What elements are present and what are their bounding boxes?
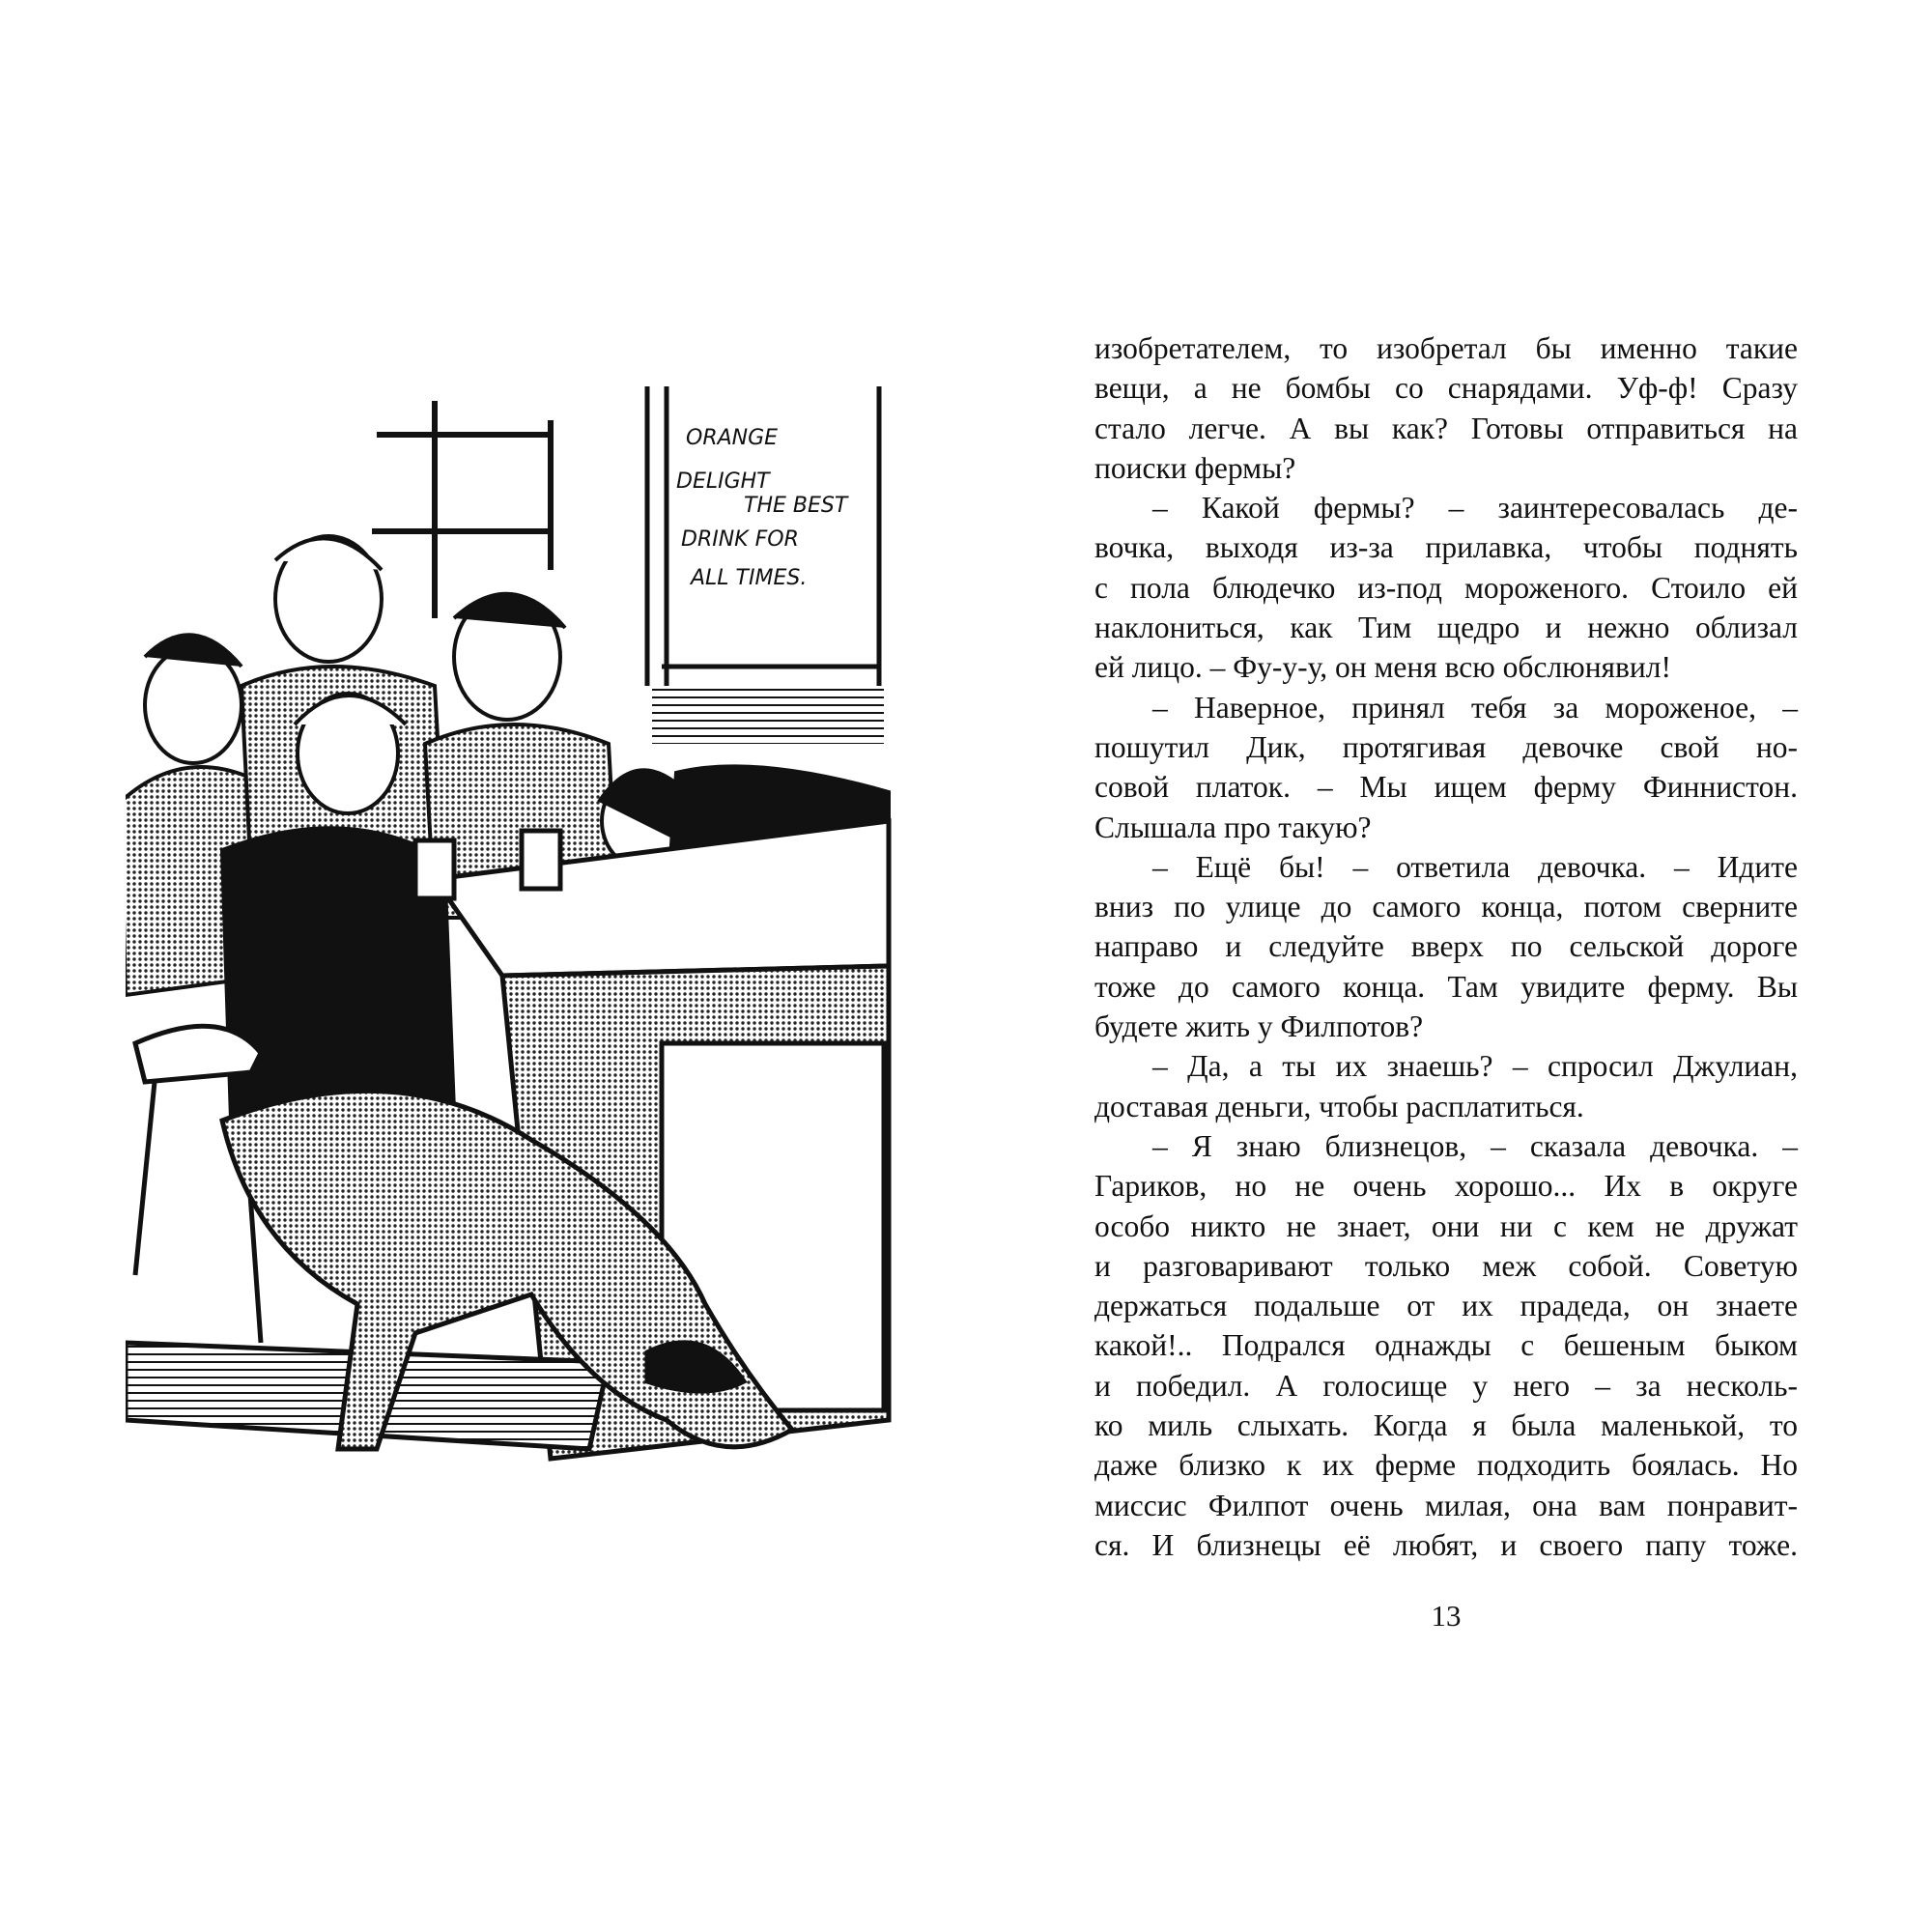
drink-sign [647,386,884,744]
text-line: даже близко к их ферме подходить боялась. Но [1094,1448,1798,1483]
sign-text-line: THE BEST [744,494,848,518]
text-line: ко миль слыхать. Когда я была маленькой, то [1094,1408,1798,1443]
text-line: изобретателем, то изобретал бы именно такие [1094,331,1798,365]
text-line: пошутил Дик, протягивая девочке свой но- [1094,729,1798,764]
text-line: с пола блюдечко из-под мороженого. Стоило ей [1094,570,1798,605]
text-line: вочка, выходя из-за прилавка, чтобы поднять [1094,530,1798,565]
text-line: ся. И близнецы её любят, и своего папу тоже. [1094,1527,1798,1562]
text-line: доставая деньги, чтобы расплатиться. [1094,1089,1584,1123]
text-line: поиски фермы? [1094,450,1296,485]
text-line: – Наверное, принял тебя за мороженое, – [1152,690,1798,724]
text-line: – Какой фермы? – заинтересовалась де- [1152,491,1798,526]
text-line: особо никто не знает, они ни с кем не дружат [1094,1208,1798,1243]
text-line: направо и следуйте вверх по сельской дороге [1094,929,1798,964]
text-line: наклониться, как Тим щедро и нежно облизал [1094,611,1798,645]
text-line: – Ещё бы! – ответила девочка. – Идите [1152,849,1798,884]
page-number: 13 [1431,1599,1462,1633]
illustration-cafe-scene [126,377,898,1531]
text-line: миссис Филпот очень милая, она вам понравит- [1094,1488,1798,1522]
text-line: Слышала про такую? [1094,810,1372,844]
body-text [1094,328,1798,1565]
text-line: и разговаривают только меж собой. Советую [1094,1248,1798,1283]
sign-text-line: ALL TIMES. [691,566,808,590]
sign-text-line: DRINK FOR [681,527,799,552]
text-line: – Да, а ты их знаешь? – спросил Джулиан, [1152,1049,1798,1084]
sign-text-line: DELIGHT [676,469,770,494]
text-line: будете жить у Филпотов? [1094,1009,1424,1044]
text-line: стало легче. А вы как? Готовы отправиться на [1094,411,1798,445]
text-line: какой!.. Подрался однажды с бешеным быком [1094,1328,1798,1363]
text-line: Гариков, но не очень хорошо... Их в округе [1094,1169,1798,1204]
text-line: вещи, а не бомбы со снарядами. Уф-ф! Сразу [1094,371,1798,406]
text-line: ей лицо. – Фу-у-у, он меня всю обслюнявил! [1094,650,1671,685]
sign-text-line: ORANGE [686,426,779,450]
text-line: вниз по улице до самого конца, потом сверните [1094,890,1798,924]
text-line: и победил. А голосище у него – за несколь- [1094,1368,1798,1403]
text-line: тоже до самого конца. Там увидите ферму. Вы [1094,969,1798,1004]
text-line: – Я знаю близнецов, – сказала девочка. – [1152,1128,1798,1163]
text-line: держаться подальше от их прадеда, он знаете [1094,1289,1798,1323]
text-line: совой платок. – Мы ищем ферму Финнистон. [1094,770,1798,805]
window-frame [372,401,551,618]
